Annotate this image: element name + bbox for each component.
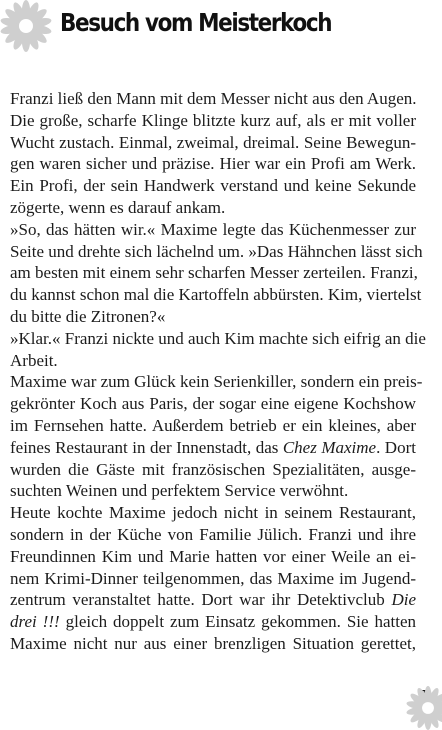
flower-center <box>422 702 434 714</box>
text-line: Maxime nicht nur aus einer brenzligen Situation gerettet, <box>10 633 416 653</box>
text-line: Seite und drehte sich lächelnd um. »Das Hähnchen lässt sich <box>10 241 423 261</box>
text-line: »So, das hätten wir.« Maxime legte das Küchenmesser zur <box>10 219 416 239</box>
text-line: du kannst schon mal die Kartoffeln abbürsten. Kim, viertelst <box>10 285 422 305</box>
text-line: Heute kochte Maxime jedoch nicht in seinem Restaurant, <box>10 503 416 523</box>
text-line: Maxime war zum Glück kein Serienkiller, sondern ein preis- <box>10 372 423 392</box>
text-line: Arbeit. <box>10 350 58 370</box>
text-line: zentrum veranstaltet hatte. Dort war ihr Detektivclub Die <box>10 590 416 610</box>
text-line: gen waren sicher und präzise. Hier war ein Profi am Werk. <box>10 154 416 174</box>
text-line: zögerte, wenn es darauf ankam. <box>10 197 226 217</box>
text-line: Die große, scharfe Klinge blitzte kurz auf, als er mit voller <box>10 110 416 130</box>
emphasis-text: drei !!! <box>10 612 60 632</box>
text-line: gekrönter Koch aus Paris, der sogar eine eigene Kochshow <box>10 394 416 414</box>
text-line: Freundinnen Kim und Marie hatten vor einer Weile an ei- <box>10 546 416 566</box>
text-line: »Klar.« Franzi nickte und auch Kim machte sich eifrig an die <box>10 328 426 348</box>
text-line: im Fernsehen hatte. Außerdem betrieb er ein kleines, aber <box>10 415 416 435</box>
text-line: drei !!! gleich doppelt zum Einsatz gekommen. Sie hatten <box>10 612 416 632</box>
text-line: sondern in der Küche von Familie Jülich. Franzi und ihre <box>10 524 416 544</box>
flower-icon <box>406 686 442 730</box>
emphasis-text: Die <box>391 590 416 610</box>
flower-center <box>19 19 33 33</box>
text-line: feines Restaurant in der Innenstadt, das Chez Maxime. Dort <box>10 437 416 457</box>
text-line: Franzi ließ den Mann mit dem Messer nicht aus den Augen. <box>10 89 417 108</box>
text-line: suchten Weinen und perfektem Service verwöhnt. <box>10 481 349 501</box>
text-line: du bitte die Zitronen?« <box>10 306 166 326</box>
emphasis-text: Chez Maxime <box>282 437 377 457</box>
chapter-title: Besuch vom Meisterkoch <box>60 8 332 37</box>
text-line: Ein Profi, der sein Handwerk verstand und keine Sekunde <box>10 176 416 196</box>
flower-icon <box>0 0 52 52</box>
text-line: nem Krimi-Dinner teilgenommen, das Maxime im Jugend- <box>10 568 416 588</box>
body-text <box>10 88 426 655</box>
text-line: wurden die Gäste mit französischen Spezialitäten, ausge- <box>10 459 416 479</box>
text-line: am besten mit einem sehr scharfen Messer zerteilen. Franzi, <box>10 263 418 283</box>
text-line: Wucht zustach. Einmal, zweimal, dreimal. Seine Bewegun- <box>10 132 416 152</box>
